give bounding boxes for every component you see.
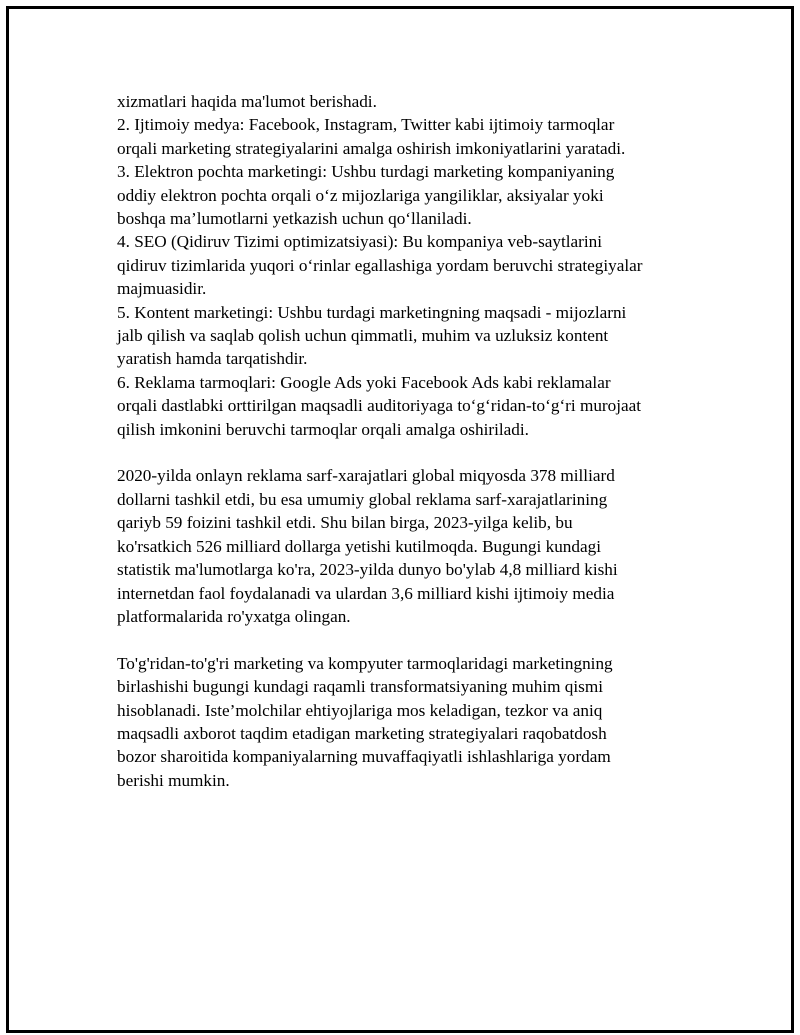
text-line: birlashishi bugungi kundagi raqamli transformatsiyaning muhim qismi	[117, 677, 603, 697]
text-line: platformalarida ro'yxatga olingan.	[117, 606, 351, 626]
text-line: orqali dastlabki orttirilgan maqsadli auditoriyaga to‘g‘ridan-to‘g‘ri murojaat	[117, 396, 642, 416]
text-line: qariyb 59 foizini tashkil etdi. Shu bilan birga, 2023-yilga kelib, bu	[117, 513, 573, 533]
text-line: xizmatlari haqida ma'lumot berishadi.	[117, 92, 377, 111]
text-line: 3. Elektron pochta marketingi: Ushbu turdagi marketing kompaniyaning	[117, 162, 615, 182]
text-line: oddiy elektron pochta orqali o‘z mijozlariga yangiliklar, aksiyalar yoki	[117, 185, 604, 205]
text-line: 6. Reklama tarmoqlari: Google Ads yoki Facebook Ads kabi reklamalar	[117, 372, 611, 392]
text-line: dollarni tashkil etdi, bu esa umumiy global reklama sarf-xarajatlarining	[117, 489, 608, 509]
text-line: qidiruv tizimlarida yuqori o‘rinlar egallashiga yordam beruvchi strategiyalar	[117, 255, 643, 275]
text-line: 4. SEO (Qidiruv Tizimi optimizatsiyasi): Bu kompaniya veb-saytlarini	[117, 232, 603, 252]
text-line: To'g'ridan-to'g'ri marketing va kompyuter tarmoqlaridagi marketingning	[117, 653, 613, 673]
text-line: qilish imkonini beruvchi tarmoqlar orqali amalga oshiriladi.	[117, 419, 529, 439]
text-line: 5. Kontent marketingi: Ushbu turdagi marketingning maqsadi - mijozlarni	[117, 302, 627, 322]
text-line: 2. Ijtimoiy medya: Facebook, Instagram, Twitter kabi ijtimoiy tarmoqlar	[117, 115, 615, 135]
statistics-paragraph	[117, 464, 697, 628]
paragraph-spacer	[117, 441, 697, 464]
text-line: maqsadli axborot taqdim etadigan marketing strategiyalari raqobatdosh	[117, 723, 607, 743]
list-paragraph	[117, 90, 697, 441]
paragraph-spacer	[117, 628, 697, 651]
text-line: yaratish hamda tarqatishdir.	[117, 349, 308, 369]
text-line: statistik ma'lumotlarga ko'ra, 2023-yilda dunyo bo'ylab 4,8 milliard kishi	[117, 560, 618, 580]
text-line: jalb qilish va saqlab qolish uchun qimmatli, muhim va uzluksiz kontent	[117, 326, 609, 346]
text-line: berishi mumkin.	[117, 770, 230, 790]
text-line: majmuasidir.	[117, 279, 207, 299]
text-line: orqali marketing strategiyalarini amalga oshirish imkoniyatlarini yaratadi.	[117, 138, 626, 158]
document-body	[117, 90, 697, 792]
text-line: boshqa ma’lumotlarni yetkazish uchun qo‘llaniladi.	[117, 209, 472, 229]
conclusion-paragraph	[117, 652, 697, 792]
text-line: 2020-yilda onlayn reklama sarf-xarajatlari global miqyosda 378 milliard	[117, 466, 615, 486]
text-line: ko'rsatkich 526 milliard dollarga yetishi kutilmoqda. Bugungi kundagi	[117, 536, 601, 556]
text-line: internetdan faol foydalanadi va ulardan 3,6 milliard kishi ijtimoiy media	[117, 583, 615, 603]
text-line: bozor sharoitida kompaniyalarning muvaffaqiyatli ishlashlariga yordam	[117, 747, 611, 767]
text-line: hisoblanadi. Iste’molchilar ehtiyojlariga mos keladigan, tezkor va aniq	[117, 700, 603, 720]
